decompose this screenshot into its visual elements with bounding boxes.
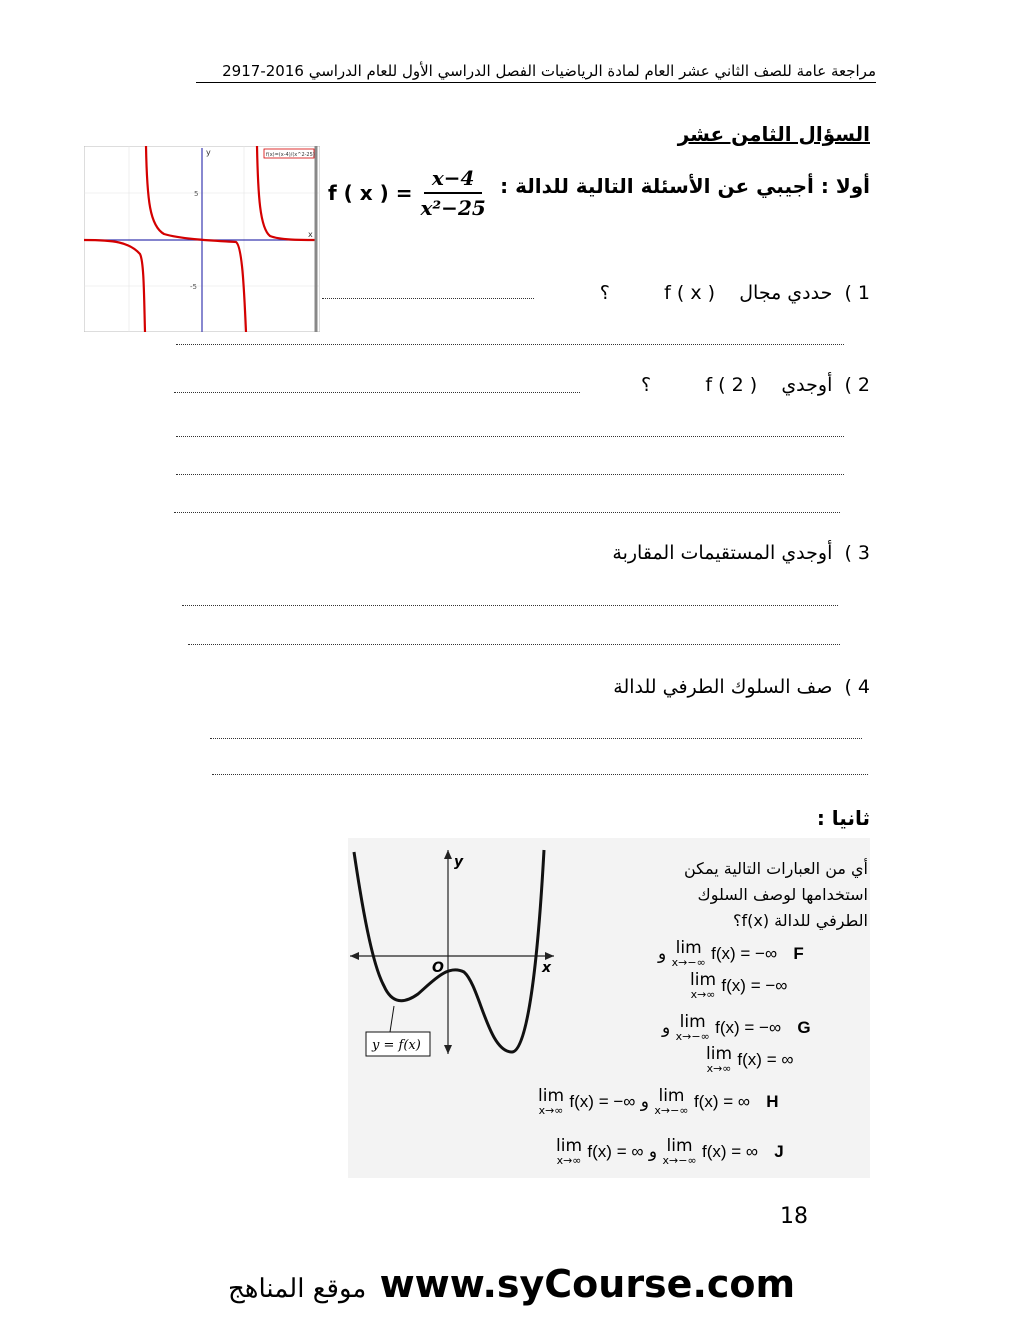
- footer-watermark: [228, 1262, 795, 1306]
- graph2-x-label: x: [542, 960, 552, 976]
- answer-line[interactable]: [210, 738, 862, 739]
- denominator: x²−25: [420, 196, 486, 220]
- choice-F-line2: lim x→∞ f(x) = −∞: [690, 970, 788, 1001]
- function-lhs: f ( x ) =: [328, 181, 413, 205]
- graph2-fx-label: y = f(x): [372, 1038, 421, 1053]
- page-header: مراجعة عامة للصف الثاني عشر العام لمادة الرياضيات الفصل الدراسي الأول للعام الدراسي 2016-2917: [196, 62, 876, 83]
- item-3: 3 ) أوجدي المستقيمات المقاربة: [612, 542, 870, 564]
- question-title: السؤال الثامن عشر: [677, 122, 870, 146]
- item-1: 1 ) حددي مجال f ( x ) ؟: [599, 282, 870, 304]
- function-expression: [328, 166, 486, 220]
- choice-G-line2: lim x→∞ f(x) = ∞: [706, 1044, 794, 1075]
- choice-J[interactable]: lim x→∞ f(x) = ∞ و lim x→−∞ f(x) = ∞ J: [556, 1136, 784, 1167]
- part2-question: أي من العبارات التالية يمكن استخدامها لوصف السلوك الطرفي للدالة f(x)؟: [683, 859, 868, 930]
- choice-F[interactable]: و lim x→−∞ f(x) = −∞ F: [658, 938, 804, 969]
- answer-line[interactable]: [322, 298, 534, 299]
- answer-line[interactable]: [212, 774, 868, 775]
- answer-line[interactable]: [182, 605, 838, 606]
- function-fraction: [421, 166, 486, 220]
- part2-title: ثانيا :: [816, 806, 870, 830]
- item-2: 2 ) أوجدي f ( 2 ) ؟: [640, 374, 870, 396]
- part1-prompt: أولا : أجيبي عن الأسئلة التالية للدالة :: [500, 174, 870, 198]
- graph-tick-m5: -5: [190, 283, 197, 291]
- footer-site-name: موقع المناهج: [228, 1274, 367, 1304]
- graph2-origin-label: O: [432, 960, 444, 976]
- graph2-y-label: y: [454, 854, 464, 870]
- answer-line[interactable]: [176, 436, 844, 437]
- answer-line[interactable]: [174, 512, 840, 513]
- polynomial-graph: [348, 846, 558, 1066]
- answer-line[interactable]: [176, 344, 844, 345]
- answer-line[interactable]: [174, 392, 580, 393]
- numerator: x−4: [424, 166, 483, 194]
- answer-line[interactable]: [176, 474, 844, 475]
- graph-x-label: x: [308, 230, 313, 239]
- answer-line[interactable]: [188, 644, 840, 645]
- item-4: 4 ) صف السلوك الطرفي للدالة: [613, 676, 870, 698]
- graph-legend: f(x)=(x-4)/(x^2-25): [266, 152, 315, 158]
- rational-function-graph: [84, 146, 320, 332]
- graph-tick-5: 5: [194, 190, 199, 198]
- choice-G[interactable]: و lim x→−∞ f(x) = −∞ G: [662, 1012, 811, 1043]
- footer-url[interactable]: www.syCourse.com: [379, 1262, 796, 1306]
- graph-y-label: y: [206, 148, 211, 157]
- choice-H[interactable]: lim x→∞ f(x) = −∞ و lim x→−∞ f(x) = ∞ H: [538, 1086, 779, 1117]
- page-number: 18: [780, 1204, 808, 1229]
